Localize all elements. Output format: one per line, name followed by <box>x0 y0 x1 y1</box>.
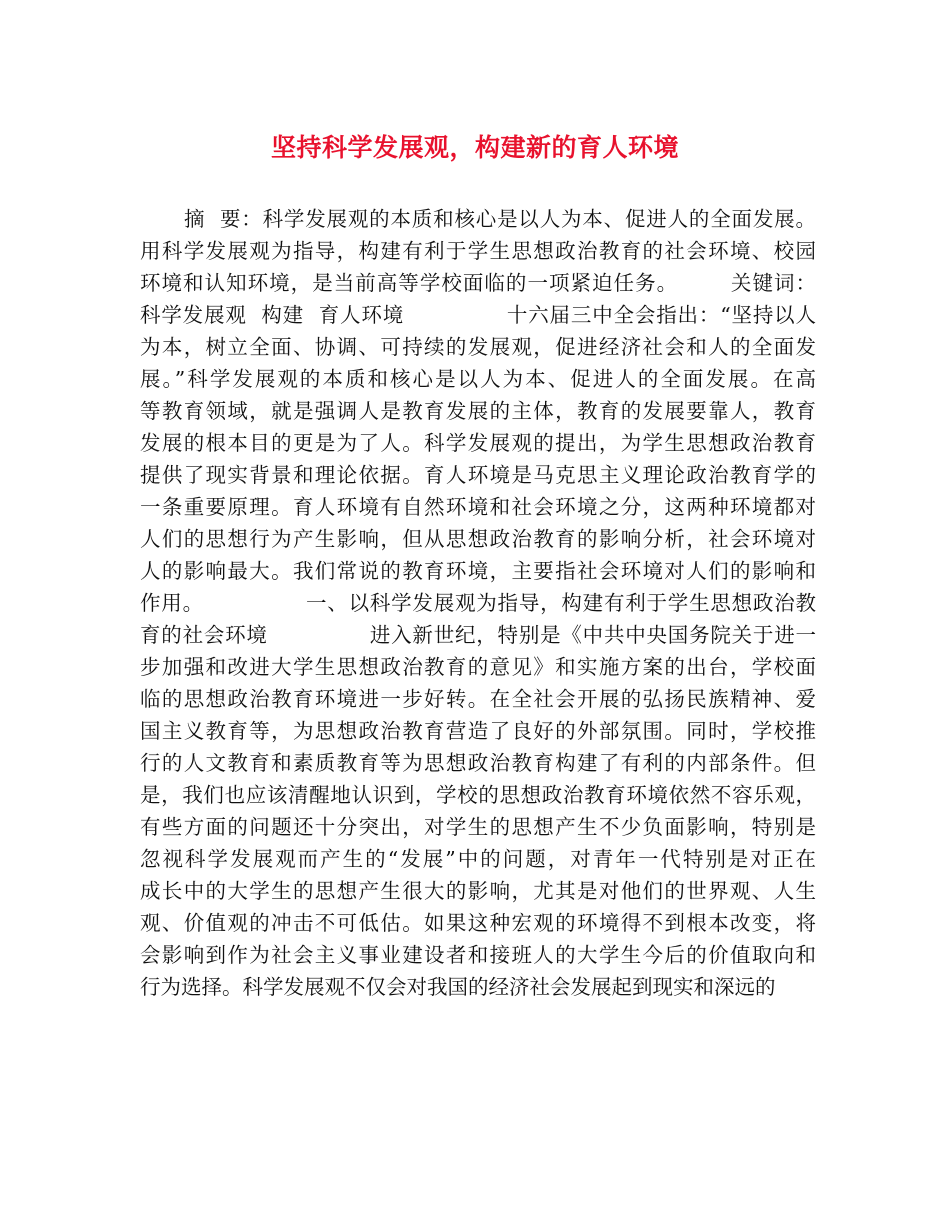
text-line: 观、价值观的冲击不可低估。如果这种宏观的环境得不到根本改变，将 <box>140 911 816 935</box>
text-line: 用科学发展观为指导，构建有利于学生思想政治教育的社会环境、校园 <box>140 239 816 263</box>
text-line: 环境和认知环境，是当前高等学校面临的一项紧迫任务。 关键词： <box>140 271 816 295</box>
text-line: 为本，树立全面、协调、可持续的发展观，促进经济社会和人的全面发 <box>140 335 816 359</box>
text-line: 人的影响最大。我们常说的教育环境，主要指社会环境对人们的影响和 <box>140 559 816 583</box>
text-line: 步加强和改进大学生思想政治教育的意见》和实施方案的出台，学校面 <box>140 655 816 679</box>
text-line: 人们的思想行为产生影响，但从思想政治教育的影响分析，社会环境对 <box>140 527 816 551</box>
text-line: 展。”科学发展观的本质和核心是以人为本、促进人的全面发展。在高 <box>140 367 816 391</box>
text-line: 科学发展观 构建 育人环境 十六届三中全会指出：“坚持以人 <box>140 303 816 327</box>
text-line: 成长中的大学生的思想产生很大的影响，尤其是对他们的世界观、人生 <box>140 879 816 903</box>
text-line: 一条重要原理。育人环境有自然环境和社会环境之分，这两种环境都对 <box>140 495 816 519</box>
text-line: 国主义教育等，为思想政治教育营造了良好的外部氛围。同时，学校推 <box>140 719 816 743</box>
text-line: 等教育领域，就是强调人是教育发展的主体，教育的发展要靠人，教育 <box>140 399 816 423</box>
text-line: 摘 要：科学发展观的本质和核心是以人为本、促进人的全面发展。 <box>140 207 816 231</box>
document-title: 坚持科学发展观，构建新的育人环境 <box>270 133 679 162</box>
text-line: 行的人文教育和素质教育等为思想政治教育构建了有利的内部条件。但 <box>140 751 816 775</box>
text-line: 作用。 一、以科学发展观为指导，构建有利于学生思想政治教 <box>140 591 816 615</box>
text-line: 忽视科学发展观而产生的“发展”中的问题，对青年一代特别是对正在 <box>140 847 816 871</box>
text-line: 育的社会环境 进入新世纪，特别是《中共中央国务院关于进一 <box>140 623 816 647</box>
text-line: 提供了现实背景和理论依据。育人环境是马克思主义理论政治教育学的 <box>140 463 816 487</box>
text-line: 行为选择。科学发展观不仅会对我国的经济社会发展起到现实和深远的 <box>140 975 776 999</box>
text-line: 临的思想政治教育环境进一步好转。在全社会开展的弘扬民族精神、爱 <box>140 687 816 711</box>
text-line: 发展的根本目的更是为了人。科学发展观的提出，为学生思想政治教育 <box>140 431 816 455</box>
text-line: 是，我们也应该清醒地认识到，学校的思想政治教育环境依然不容乐观， <box>140 783 816 807</box>
text-line: 会影响到作为社会主义事业建设者和接班人的大学生今后的价值取向和 <box>140 943 816 967</box>
text-line: 有些方面的问题还十分突出，对学生的思想产生不少负面影响，特别是 <box>140 815 816 839</box>
